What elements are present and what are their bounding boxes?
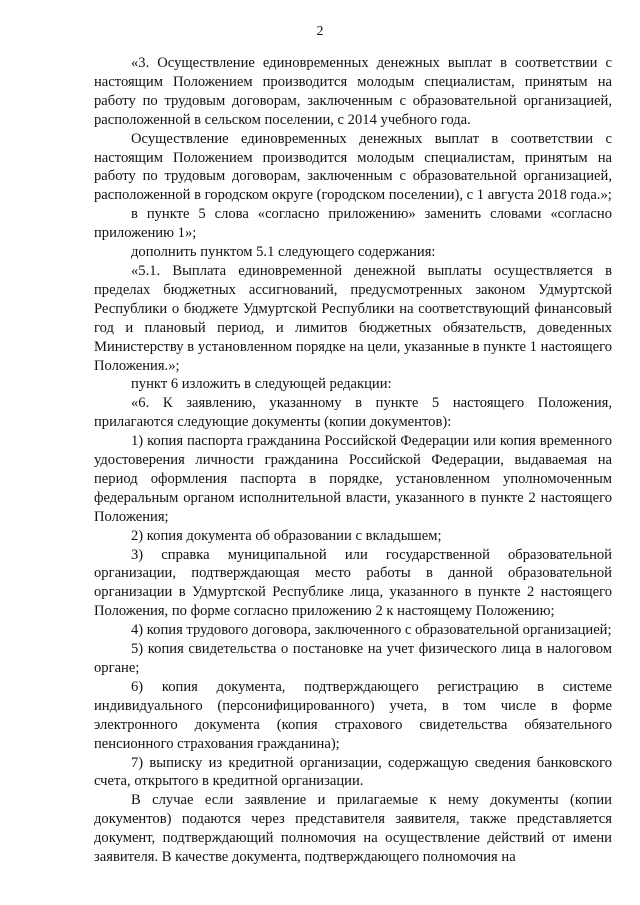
paragraph-point-6: «6. К заявлению, указанному в пункте 5 настоящего Положения, прилагаются следующие документы (копии документов): (94, 395, 612, 431)
paragraph-point-5-1: «5.1. Выплата единовременной денежной выплаты осуществляется в пределах бюджетных ассигнований, предусмотренных законом Удмуртской Республики о бюджете Удмуртской Республики на соответствующий финансовый год и плановый период, и лимитов бюджетных обязательств, доведенных Министерству в установленном порядке на цели, указанные в пункте 1 настоящего Положения.»; (94, 262, 612, 374)
paragraph-item-3-continued: Осуществление единовременных денежных выплат в соответствии с настоящим Положением производится молодым специалистам, принятым на работу по трудовым договорам, заключенным с образовательной организацией, расположенной в городском округе (городском поселении), с 1 августа 2018 года.»; (94, 130, 612, 204)
paragraph-item-3: «3. Осуществление единовременных денежных выплат в соответствии с настоящим Положением производится молодым специалистам, принятым на работу по трудовым договорам, заключенным с образовательной организацией, расположенной в сельском поселении, с 2014 учебного года. (94, 55, 612, 128)
paragraph-point-5-amendment: в пункте 5 слова «согласно приложению» заменить словами «согласно приложению 1»; (94, 206, 612, 242)
list-item-1: 1) копия паспорта гражданина Российской Федерации или копия временного удостоверения личности гражданина Российской Федерации, выдаваемая на период оформления паспорта в порядке, установленном уполномоченным федеральным органом исполнительной власти, указанного в пункте 2 настоящего Положения; (94, 433, 612, 525)
list-item-5: 5) копия свидетельства о постановке на учет физического лица в налоговом органе; (94, 641, 612, 676)
list-item-6: 6) копия документа, подтверждающего регистрацию в системе индивидуального (персонифицированного) учета, в том числе в форме электронного документа (копия страхового свидетельства обязательного пенсионного страхования гражданина); (94, 678, 612, 752)
page-number: 2 (316, 24, 324, 39)
paragraph-add-point-5-1: дополнить пунктом 5.1 следующего содержания: (131, 244, 436, 261)
list-item-3: 3) справка муниципальной или государственной образовательной организации, подтверждающая место работы в данной образовательной организации в Удмуртской Республике лица, указанного в пункте 2 настоящего Положения, по форме согласно приложению 2 к настоящему Положению; (94, 546, 612, 620)
list-item-7: 7) выписку из кредитной организации, содержащую сведения банковского счета, открытого в кредитной организации. (94, 754, 612, 790)
paragraph-representative: В случае если заявление и прилагаемые к нему документы (копии документов) подаются через представителя заявителя, также представляется документ, подтверждающий полномочия на осуществление действий от имени заявителя. В качестве документа, подтверждающего полномочия на (94, 792, 612, 866)
list-item-4: 4) копия трудового договора, заключенного с образовательной организацией; (131, 622, 612, 639)
document-body (94, 54, 612, 867)
paragraph-point-6-intro: пункт 6 изложить в следующей редакции: (131, 376, 392, 393)
list-item-2: 2) копия документа об образовании с вкладышем; (131, 527, 442, 544)
